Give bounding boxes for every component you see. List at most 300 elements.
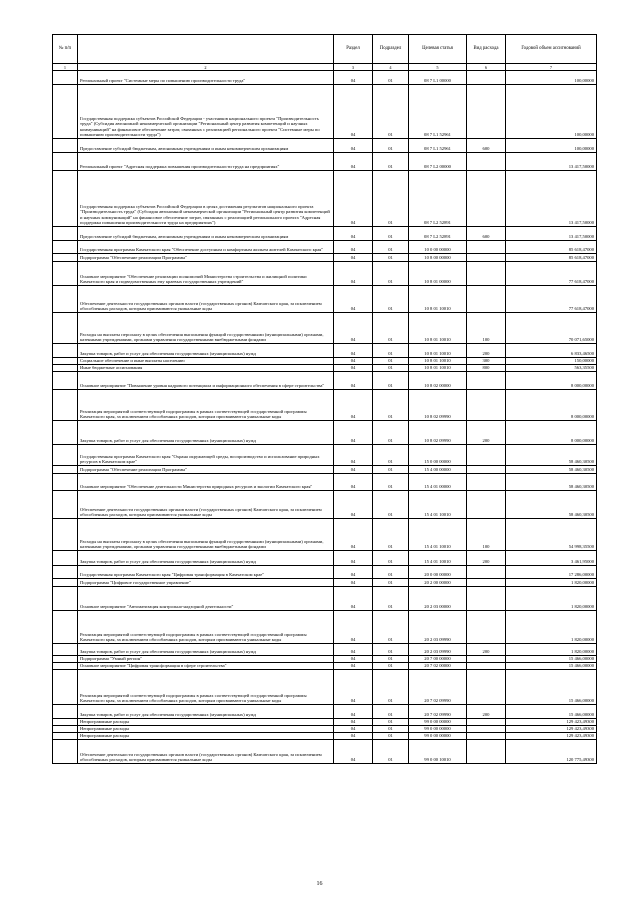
row-name: Закупка товаров, работ и услуг для обеспечения государственных (муниципальных) нужд bbox=[78, 344, 334, 358]
row-name: Основное мероприятие "Обеспечение реализации полномочий Министерства строительства и жилищной политики Камчатского края и подведомственных ему краевых государственных учреждений" bbox=[78, 262, 334, 286]
expense-type-cell: 200 bbox=[467, 705, 506, 719]
row-name: Основное мероприятие "Цифровая трансформация в сфере строительства" bbox=[78, 663, 334, 670]
column-number: 2 bbox=[78, 64, 334, 71]
target-article-cell: 20 7 02 00000 bbox=[409, 663, 467, 670]
expense-type-cell bbox=[467, 85, 506, 139]
table-row bbox=[53, 726, 597, 733]
razdel-cell: 04 bbox=[334, 587, 373, 611]
amount-cell: 100,00000 bbox=[506, 71, 597, 85]
num-cell bbox=[53, 365, 78, 372]
podrazdel-cell: 01 bbox=[373, 644, 409, 656]
num-cell bbox=[53, 372, 78, 390]
amount-cell: 120 775,49300 bbox=[506, 740, 597, 764]
row-name: Непрограммные расходы bbox=[78, 719, 334, 726]
row-name: Обеспечение деятельности государственных органов власти (государственных органов) Камчатского края, за исключением обособленных расходов, которым присваиваются уникальные коды bbox=[78, 491, 334, 519]
amount-cell: 15 466,00000 bbox=[506, 663, 597, 670]
row-name: Основное мероприятие "Повышение уровня кадрового потенциала и информационного обеспечения в сфере строительства" bbox=[78, 372, 334, 390]
podrazdel-cell: 01 bbox=[373, 227, 409, 241]
table-row bbox=[53, 372, 597, 390]
podrazdel-cell: 01 bbox=[373, 705, 409, 719]
amount-cell: 15 466,00000 bbox=[506, 656, 597, 663]
row-name: Основное мероприятие "Обеспечение деятельности Министерства природных ресурсов и экологии Камчатского края" bbox=[78, 474, 334, 491]
amount-cell: 129 423,49300 bbox=[506, 733, 597, 740]
num-cell bbox=[53, 733, 78, 740]
podrazdel-cell: 01 bbox=[373, 390, 409, 421]
razdel-cell: 04 bbox=[334, 262, 373, 286]
target-article-cell: 15 4 01 10010 bbox=[409, 551, 467, 566]
razdel-cell: 04 bbox=[334, 579, 373, 587]
razdel-cell: 04 bbox=[334, 551, 373, 566]
podrazdel-cell: 01 bbox=[373, 344, 409, 358]
amount-cell: 58 460,30500 bbox=[506, 474, 597, 491]
table-row bbox=[53, 85, 597, 139]
table-row bbox=[53, 153, 597, 171]
num-cell bbox=[53, 740, 78, 764]
expense-type-cell bbox=[467, 466, 506, 474]
razdel-cell: 04 bbox=[334, 670, 373, 705]
num-cell bbox=[53, 344, 78, 358]
row-name: Подпрограмма "Обеспечение реализации Программы" bbox=[78, 254, 334, 262]
razdel-cell: 04 bbox=[334, 358, 373, 365]
expense-type-cell: 100 bbox=[467, 519, 506, 551]
expense-type-cell: 300 bbox=[467, 358, 506, 365]
expense-type-cell: 200 bbox=[467, 421, 506, 445]
header-razdel: Раздел bbox=[334, 35, 373, 64]
expense-type-cell bbox=[467, 587, 506, 611]
expense-type-cell bbox=[467, 740, 506, 764]
expense-type-cell: 600 bbox=[467, 139, 506, 153]
row-name: Государственная поддержка субъектов Российской Федерации в целях достижения результатов национального проекта "Производительность труда" (Субсидия автономной некоммерческой организации "Региональный центр развития компетенций и научных коммуникаций" на финансовое обеспечение затрат, связанных с реализацией регионального проекта "Адресная поддержка повышения производительности труда на предприятиях") bbox=[78, 171, 334, 227]
razdel-cell: 04 bbox=[334, 344, 373, 358]
podrazdel-cell: 01 bbox=[373, 587, 409, 611]
target-article-cell: 15 4 01 10010 bbox=[409, 491, 467, 519]
num-cell bbox=[53, 358, 78, 365]
razdel-cell: 04 bbox=[334, 71, 373, 85]
row-name: Предоставление субсидий бюджетным, автономным учреждениям и иным некоммерческим организациям bbox=[78, 139, 334, 153]
row-name: Закупка товаров, работ и услуг для обеспечения государственных (муниципальных) нужд bbox=[78, 644, 334, 656]
expense-type-cell bbox=[467, 474, 506, 491]
row-name: Государственная поддержка субъектов Российской Федерации - участников национального проекта "Производительность труда" (Субсидия автономной некоммерческой организации "Региональный центр развития компетенций и научных коммуникаций" на финансовое обеспечение затрат, связанных с реализацией регионального проекта "Системные меры по повышению производительности труда") bbox=[78, 85, 334, 139]
amount-cell: 85 618,47000 bbox=[506, 254, 597, 262]
razdel-cell: 04 bbox=[334, 85, 373, 139]
row-name: Закупка товаров, работ и услуг для обеспечения государственных (муниципальных) нужд bbox=[78, 705, 334, 719]
row-name: Региональный проект "Адресная поддержка повышения производительности труда на предприятиях" bbox=[78, 153, 334, 171]
razdel-cell: 04 bbox=[334, 313, 373, 344]
amount-cell: 1 820,00000 bbox=[506, 579, 597, 587]
row-name: Государственная программа Камчатского края "Обеспечение доступным и комфортным жильем жителей Камчатского края" bbox=[78, 241, 334, 254]
num-cell bbox=[53, 519, 78, 551]
amount-cell: 100,00000 bbox=[506, 85, 597, 139]
podrazdel-cell: 01 bbox=[373, 421, 409, 445]
target-article-cell: 10 8 01 10010 bbox=[409, 344, 467, 358]
amount-cell: 6 833,46500 bbox=[506, 344, 597, 358]
target-article-cell: 99 0 00 10010 bbox=[409, 740, 467, 764]
target-article-cell: 10 8 01 00000 bbox=[409, 262, 467, 286]
amount-cell: 77 618,47000 bbox=[506, 262, 597, 286]
target-article-cell: 99 0 00 00000 bbox=[409, 733, 467, 740]
target-article-cell: 08 7 L1 52961 bbox=[409, 85, 467, 139]
razdel-cell: 04 bbox=[334, 421, 373, 445]
podrazdel-cell: 01 bbox=[373, 139, 409, 153]
podrazdel-cell: 01 bbox=[373, 71, 409, 85]
podrazdel-cell: 01 bbox=[373, 733, 409, 740]
podrazdel-cell: 01 bbox=[373, 262, 409, 286]
expense-type-cell: 800 bbox=[467, 365, 506, 372]
table-row bbox=[53, 587, 597, 611]
amount-cell: 85 618,47000 bbox=[506, 241, 597, 254]
target-article-cell: 15 4 01 00000 bbox=[409, 474, 467, 491]
razdel-cell: 04 bbox=[334, 365, 373, 372]
target-article-cell: 08 7 L2 00000 bbox=[409, 153, 467, 171]
podrazdel-cell: 01 bbox=[373, 372, 409, 390]
num-cell bbox=[53, 587, 78, 611]
target-article-cell: 20 2 03 09990 bbox=[409, 611, 467, 644]
header-annual-amount: Годовой объем ассигнований bbox=[506, 35, 597, 64]
amount-cell: 3 461,95000 bbox=[506, 551, 597, 566]
amount-cell: 15 466,00000 bbox=[506, 705, 597, 719]
table-row bbox=[53, 566, 597, 579]
target-article-cell: 20 0 00 00000 bbox=[409, 566, 467, 579]
podrazdel-cell: 01 bbox=[373, 474, 409, 491]
expense-type-cell: 200 bbox=[467, 644, 506, 656]
num-cell bbox=[53, 491, 78, 519]
expense-type-cell bbox=[467, 390, 506, 421]
expense-type-cell bbox=[467, 171, 506, 227]
razdel-cell: 04 bbox=[334, 519, 373, 551]
podrazdel-cell: 01 bbox=[373, 171, 409, 227]
podrazdel-cell: 01 bbox=[373, 466, 409, 474]
num-cell bbox=[53, 663, 78, 670]
target-article-cell: 08 7 L2 52891 bbox=[409, 171, 467, 227]
row-name: Государственная программа Камчатского края "Охрана окружающей среды, воспроизводство и использование природных ресурсов в Камчатском крае" bbox=[78, 445, 334, 466]
table-row bbox=[53, 445, 597, 466]
num-cell bbox=[53, 466, 78, 474]
num-cell bbox=[53, 656, 78, 663]
target-article-cell: 15 0 00 00000 bbox=[409, 445, 467, 466]
header-row bbox=[53, 35, 597, 64]
amount-cell: 563,35500 bbox=[506, 365, 597, 372]
podrazdel-cell: 01 bbox=[373, 726, 409, 733]
razdel-cell: 04 bbox=[334, 733, 373, 740]
amount-cell: 13 417,50000 bbox=[506, 227, 597, 241]
num-cell bbox=[53, 566, 78, 579]
amount-cell: 58 460,30500 bbox=[506, 445, 597, 466]
amount-cell: 54 998,35500 bbox=[506, 519, 597, 551]
num-cell bbox=[53, 421, 78, 445]
target-article-cell: 08 7 L1 00000 bbox=[409, 71, 467, 85]
num-cell bbox=[53, 390, 78, 421]
num-cell bbox=[53, 71, 78, 85]
row-name: Государственная программа Камчатского края "Цифровая трансформация в Камчатском крае" bbox=[78, 566, 334, 579]
podrazdel-cell: 01 bbox=[373, 656, 409, 663]
amount-cell: 17 286,00000 bbox=[506, 566, 597, 579]
table-row bbox=[53, 241, 597, 254]
num-cell bbox=[53, 705, 78, 719]
row-name: Предоставление субсидий бюджетным, автономным учреждениям и иным некоммерческим организациям bbox=[78, 227, 334, 241]
expense-type-cell bbox=[467, 726, 506, 733]
target-article-cell: 10 8 01 10010 bbox=[409, 313, 467, 344]
target-article-cell: 20 2 03 09990 bbox=[409, 644, 467, 656]
podrazdel-cell: 01 bbox=[373, 740, 409, 764]
table-row bbox=[53, 474, 597, 491]
num-cell bbox=[53, 719, 78, 726]
row-name: Социальное обеспечение и иные выплаты населению bbox=[78, 358, 334, 365]
razdel-cell: 04 bbox=[334, 466, 373, 474]
podrazdel-cell: 01 bbox=[373, 153, 409, 171]
amount-cell: 100,00000 bbox=[506, 139, 597, 153]
column-number: 1 bbox=[53, 64, 78, 71]
table-row bbox=[53, 579, 597, 587]
podrazdel-cell: 01 bbox=[373, 445, 409, 466]
table-row bbox=[53, 171, 597, 227]
target-article-cell: 99 0 00 00000 bbox=[409, 719, 467, 726]
table-row bbox=[53, 262, 597, 286]
header-number: № п/п bbox=[53, 35, 78, 64]
expense-type-cell bbox=[467, 71, 506, 85]
razdel-cell: 04 bbox=[334, 372, 373, 390]
razdel-cell: 04 bbox=[334, 241, 373, 254]
target-article-cell: 08 7 L2 52891 bbox=[409, 227, 467, 241]
razdel-cell: 04 bbox=[334, 644, 373, 656]
podrazdel-cell: 01 bbox=[373, 519, 409, 551]
razdel-cell: 04 bbox=[334, 491, 373, 519]
target-article-cell: 10 8 00 00000 bbox=[409, 254, 467, 262]
podrazdel-cell: 01 bbox=[373, 551, 409, 566]
table-row bbox=[53, 740, 597, 764]
row-name: Реализация мероприятий соответствующей подпрограммы в рамках соответствующей государственной программы Камчатского края, за исключением обособленных расходов, которым присваиваются уникальные коды bbox=[78, 670, 334, 705]
row-name: Основное мероприятие "Автоматизация контрольно-надзорной деятельности" bbox=[78, 587, 334, 611]
table-row bbox=[53, 71, 597, 85]
table-row bbox=[53, 390, 597, 421]
amount-cell: 58 460,30500 bbox=[506, 466, 597, 474]
razdel-cell: 04 bbox=[334, 254, 373, 262]
podrazdel-cell: 01 bbox=[373, 491, 409, 519]
razdel-cell: 04 bbox=[334, 171, 373, 227]
podrazdel-cell: 01 bbox=[373, 286, 409, 313]
razdel-cell: 04 bbox=[334, 656, 373, 663]
row-name: Подпрограмма "Обеспечение реализации Программы" bbox=[78, 466, 334, 474]
header-name bbox=[78, 35, 334, 64]
target-article-cell: 08 7 L1 52961 bbox=[409, 139, 467, 153]
table-row bbox=[53, 656, 597, 663]
razdel-cell: 04 bbox=[334, 726, 373, 733]
razdel-cell: 04 bbox=[334, 286, 373, 313]
expense-type-cell bbox=[467, 579, 506, 587]
amount-cell: 129 423,49300 bbox=[506, 726, 597, 733]
table-row bbox=[53, 286, 597, 313]
razdel-cell: 04 bbox=[334, 663, 373, 670]
row-name: Региональный проект "Системные меры по повышению производительности труда" bbox=[78, 71, 334, 85]
podrazdel-cell: 01 bbox=[373, 254, 409, 262]
row-name: Расходы на выплаты персоналу в целях обеспечения выполнения функций государственными (муниципальными) органами, казенными учреждениями, органами управления государственными внебюджетными фондами bbox=[78, 313, 334, 344]
podrazdel-cell: 01 bbox=[373, 611, 409, 644]
num-cell bbox=[53, 227, 78, 241]
expense-type-cell bbox=[467, 262, 506, 286]
target-article-cell: 10 0 00 00000 bbox=[409, 241, 467, 254]
expense-type-cell bbox=[467, 491, 506, 519]
table-row bbox=[53, 491, 597, 519]
table-row bbox=[53, 313, 597, 344]
razdel-cell: 04 bbox=[334, 611, 373, 644]
table-row bbox=[53, 551, 597, 566]
num-cell bbox=[53, 313, 78, 344]
expense-type-cell bbox=[467, 670, 506, 705]
table-row bbox=[53, 670, 597, 705]
num-cell bbox=[53, 579, 78, 587]
table-row bbox=[53, 365, 597, 372]
expense-type-cell: 600 bbox=[467, 227, 506, 241]
expense-type-cell bbox=[467, 286, 506, 313]
row-name: Непрограммные расходы bbox=[78, 733, 334, 740]
podrazdel-cell: 01 bbox=[373, 358, 409, 365]
podrazdel-cell: 01 bbox=[373, 719, 409, 726]
amount-cell: 8 000,00000 bbox=[506, 390, 597, 421]
amount-cell: 58 460,30500 bbox=[506, 491, 597, 519]
razdel-cell: 04 bbox=[334, 153, 373, 171]
razdel-cell: 04 bbox=[334, 740, 373, 764]
num-cell bbox=[53, 153, 78, 171]
row-name: Подпрограмма "Умный регион" bbox=[78, 656, 334, 663]
expense-type-cell bbox=[467, 656, 506, 663]
amount-cell: 8 000,00000 bbox=[506, 421, 597, 445]
num-cell bbox=[53, 286, 78, 313]
target-article-cell: 20 7 02 09990 bbox=[409, 670, 467, 705]
podrazdel-cell: 01 bbox=[373, 241, 409, 254]
target-article-cell: 10 8 02 00000 bbox=[409, 372, 467, 390]
budget-document bbox=[52, 34, 596, 764]
table-row bbox=[53, 705, 597, 719]
table-row bbox=[53, 719, 597, 726]
row-name: Обеспечение деятельности государственных органов власти (государственных органов) Камчатского края, за исключением обособленных расходов, которым присваиваются уникальные коды bbox=[78, 286, 334, 313]
table-row bbox=[53, 227, 597, 241]
row-name: Непрограммные расходы bbox=[78, 726, 334, 733]
expense-type-cell bbox=[467, 611, 506, 644]
target-article-cell: 20 7 02 09990 bbox=[409, 705, 467, 719]
num-cell bbox=[53, 474, 78, 491]
column-number: 7 bbox=[506, 64, 597, 71]
expense-type-cell bbox=[467, 254, 506, 262]
num-cell bbox=[53, 139, 78, 153]
amount-cell: 1 820,00000 bbox=[506, 587, 597, 611]
expense-type-cell bbox=[467, 733, 506, 740]
podrazdel-cell: 01 bbox=[373, 579, 409, 587]
target-article-cell: 10 8 01 10010 bbox=[409, 358, 467, 365]
column-number: 5 bbox=[409, 64, 467, 71]
expense-type-cell: 200 bbox=[467, 344, 506, 358]
num-cell bbox=[53, 644, 78, 656]
num-cell bbox=[53, 254, 78, 262]
num-cell bbox=[53, 241, 78, 254]
row-name: Подпрограмма "Цифровое государственное управление" bbox=[78, 579, 334, 587]
razdel-cell: 04 bbox=[334, 139, 373, 153]
num-cell bbox=[53, 611, 78, 644]
target-article-cell: 10 8 01 10010 bbox=[409, 365, 467, 372]
header-target-article: Целевая статья bbox=[409, 35, 467, 64]
page-number: 16 bbox=[316, 881, 323, 887]
amount-cell: 77 618,47000 bbox=[506, 286, 597, 313]
table-body bbox=[53, 71, 597, 764]
num-cell bbox=[53, 171, 78, 227]
amount-cell: 8 000,00000 bbox=[506, 372, 597, 390]
target-article-cell: 15 4 01 10010 bbox=[409, 519, 467, 551]
razdel-cell: 04 bbox=[334, 474, 373, 491]
expense-type-cell bbox=[467, 566, 506, 579]
header-podrazdel: Подраздел bbox=[373, 35, 409, 64]
expense-type-cell bbox=[467, 445, 506, 466]
table-row bbox=[53, 421, 597, 445]
podrazdel-cell: 01 bbox=[373, 365, 409, 372]
row-name: Реализация мероприятий соответствующей подпрограммы в рамках соответствующей государственной программы Камчатского края, за исключением обособленных расходов, которым присваиваются уникальные коды bbox=[78, 611, 334, 644]
razdel-cell: 04 bbox=[334, 566, 373, 579]
podrazdel-cell: 01 bbox=[373, 663, 409, 670]
table-row bbox=[53, 466, 597, 474]
expense-type-cell bbox=[467, 663, 506, 670]
column-number: 4 bbox=[373, 64, 409, 71]
table-row bbox=[53, 733, 597, 740]
amount-cell: 15 466,00000 bbox=[506, 670, 597, 705]
razdel-cell: 04 bbox=[334, 227, 373, 241]
razdel-cell: 04 bbox=[334, 390, 373, 421]
amount-cell: 1 820,00000 bbox=[506, 644, 597, 656]
table-row bbox=[53, 663, 597, 670]
podrazdel-cell: 01 bbox=[373, 566, 409, 579]
num-cell bbox=[53, 670, 78, 705]
expense-type-cell: 200 bbox=[467, 551, 506, 566]
budget-table bbox=[52, 34, 597, 764]
amount-cell: 150,00000 bbox=[506, 358, 597, 365]
razdel-cell: 04 bbox=[334, 705, 373, 719]
table-row bbox=[53, 344, 597, 358]
amount-cell: 13 417,50000 bbox=[506, 153, 597, 171]
table-row bbox=[53, 358, 597, 365]
target-article-cell: 20 7 00 00000 bbox=[409, 656, 467, 663]
target-article-cell: 20 2 00 00000 bbox=[409, 579, 467, 587]
row-name: Закупка товаров, работ и услуг для обеспечения государственных (муниципальных) нужд bbox=[78, 421, 334, 445]
num-cell bbox=[53, 551, 78, 566]
razdel-cell: 04 bbox=[334, 719, 373, 726]
podrazdel-cell: 01 bbox=[373, 85, 409, 139]
column-number: 3 bbox=[334, 64, 373, 71]
expense-type-cell bbox=[467, 719, 506, 726]
amount-cell: 13 417,50000 bbox=[506, 171, 597, 227]
row-name: Закупка товаров, работ и услуг для обеспечения государственных (муниципальных) нужд bbox=[78, 551, 334, 566]
amount-cell: 70 071,65000 bbox=[506, 313, 597, 344]
target-article-cell: 15 4 00 00000 bbox=[409, 466, 467, 474]
table-row bbox=[53, 254, 597, 262]
target-article-cell: 99 0 00 00000 bbox=[409, 726, 467, 733]
expense-type-cell bbox=[467, 241, 506, 254]
num-cell bbox=[53, 85, 78, 139]
target-article-cell: 20 2 03 00000 bbox=[409, 587, 467, 611]
amount-cell: 1 820,00000 bbox=[506, 611, 597, 644]
razdel-cell: 04 bbox=[334, 445, 373, 466]
column-number: 6 bbox=[467, 64, 506, 71]
podrazdel-cell: 01 bbox=[373, 670, 409, 705]
row-name: Расходы на выплаты персоналу в целях обеспечения выполнения функций государственными (муниципальными) органами, казенными учреждениями, органами управления государственными внебюджетными фондами bbox=[78, 519, 334, 551]
table-row bbox=[53, 139, 597, 153]
target-article-cell: 10 8 01 10010 bbox=[409, 286, 467, 313]
target-article-cell: 10 8 02 09990 bbox=[409, 421, 467, 445]
column-number-row bbox=[53, 64, 597, 71]
table-row bbox=[53, 519, 597, 551]
podrazdel-cell: 01 bbox=[373, 313, 409, 344]
table-row bbox=[53, 644, 597, 656]
expense-type-cell bbox=[467, 153, 506, 171]
amount-cell: 129 423,49300 bbox=[506, 719, 597, 726]
num-cell bbox=[53, 445, 78, 466]
header-expense-type: Вид расхода bbox=[467, 35, 506, 64]
row-name: Иные бюджетные ассигнования bbox=[78, 365, 334, 372]
